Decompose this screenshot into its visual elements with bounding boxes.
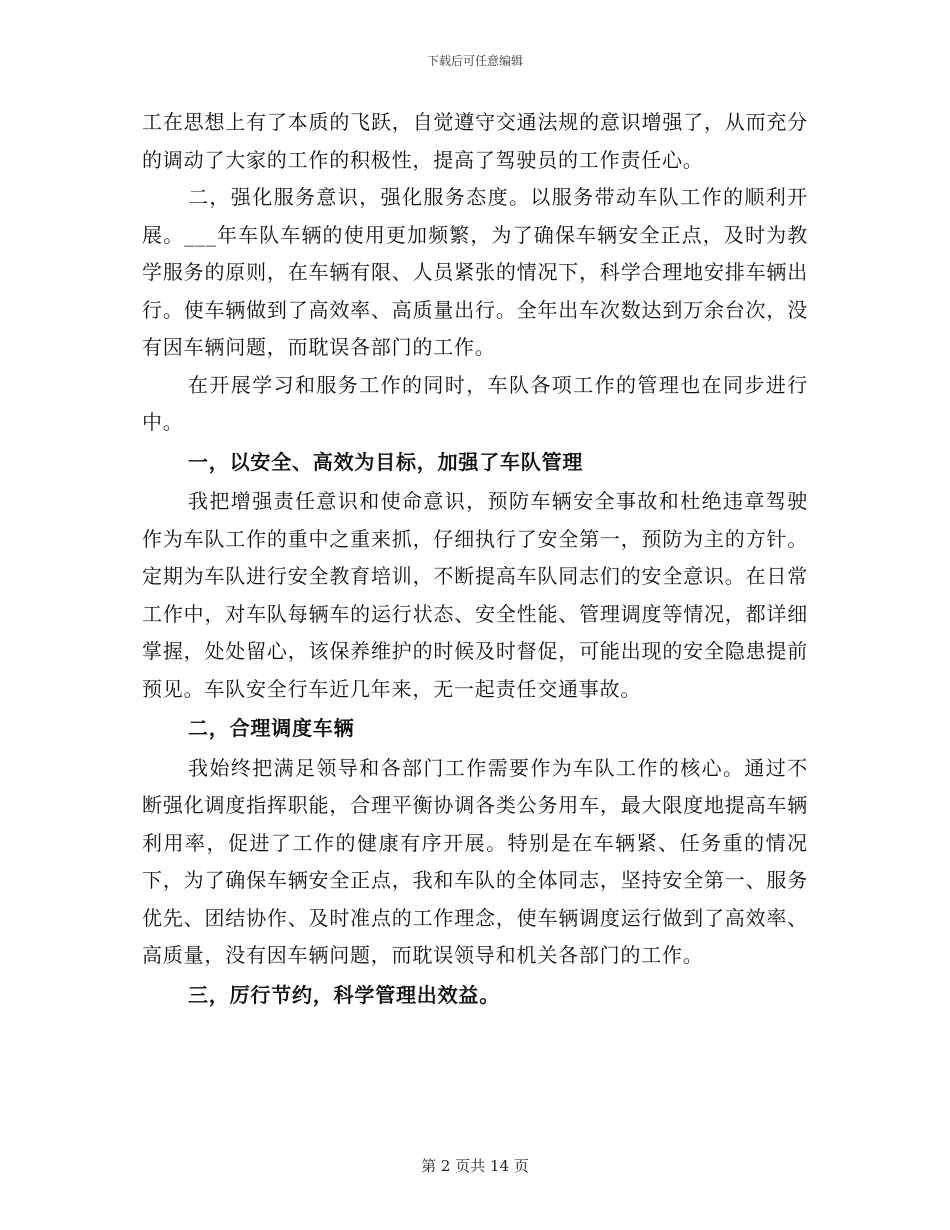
paragraph-management-sync: 在开展学习和服务工作的同时，车队各项工作的管理也在同步进行中。 <box>142 372 808 434</box>
paragraph-safety: 我把增强责任意识和使命意识，预防车辆安全事故和杜绝违章驾驶作为车队工作的重中之重来抓，仔细执行了安全第一，预防为主的方针。定期为车队进行安全教育培训，不断提高车队同志们的安全意识。在日常工作中，对车队每辆车的运行状态、安全性能、管理调度等情况，都详细掌握，处处留心，该保养维护的时候及时督促，可能出现的安全隐患提前预见。车队安全行车近几年来，无一起责任交通事故。 <box>142 489 808 701</box>
section-heading-safety: 一，以安全、高效为目标，加强了车队管理 <box>188 449 584 474</box>
section-heading-dispatch: 二，合理调度车辆 <box>188 716 355 740</box>
page-header: 下载后可任意编辑 <box>426 54 523 68</box>
section-heading-economy: 三，厉行节约，科学管理出效益。 <box>188 982 500 1007</box>
paragraph-service-attitude: 二，强化服务意识，强化服务态度。以服务带动车队工作的顺利开展。___年车队车辆的使用更加频繁，为了确保车辆安全正点，及时为教学服务的原则，在车辆有限、人员紧张的情况下，科学合理地安排车辆出行。使车辆做到了高效率、高质量出行。全年出车次数达到万余台次，没有因车辆问题，而耽误各部门的工作。 <box>142 185 808 359</box>
paragraph-dispatch: 我始终把满足领导和各部门工作需要作为车队工作的核心。通过不断强化调度指挥职能，合理平衡协调各类公务用车，最大限度地提高车辆利用率，促进了工作的健康有序开展。特别是在车辆紧、任务重的情况下，为了确保车辆安全正点，我和车队的全体同志，坚持安全第一、服务优先、团结协作、及时准点的工作理念，使车辆调度运行做到了高效率、高质量，没有因车辆问题，而耽误领导和机关各部门的工作。 <box>142 755 808 967</box>
paragraph-continuation: 工在思想上有了本质的飞跃，自觉遵守交通法规的意识增强了，从而充分的调动了大家的工作的积极性，提高了驾驶员的工作责任心。 <box>142 110 808 172</box>
document-body <box>142 104 808 1016</box>
page-number-footer: 第 2 页共 14 页 <box>421 1157 529 1175</box>
